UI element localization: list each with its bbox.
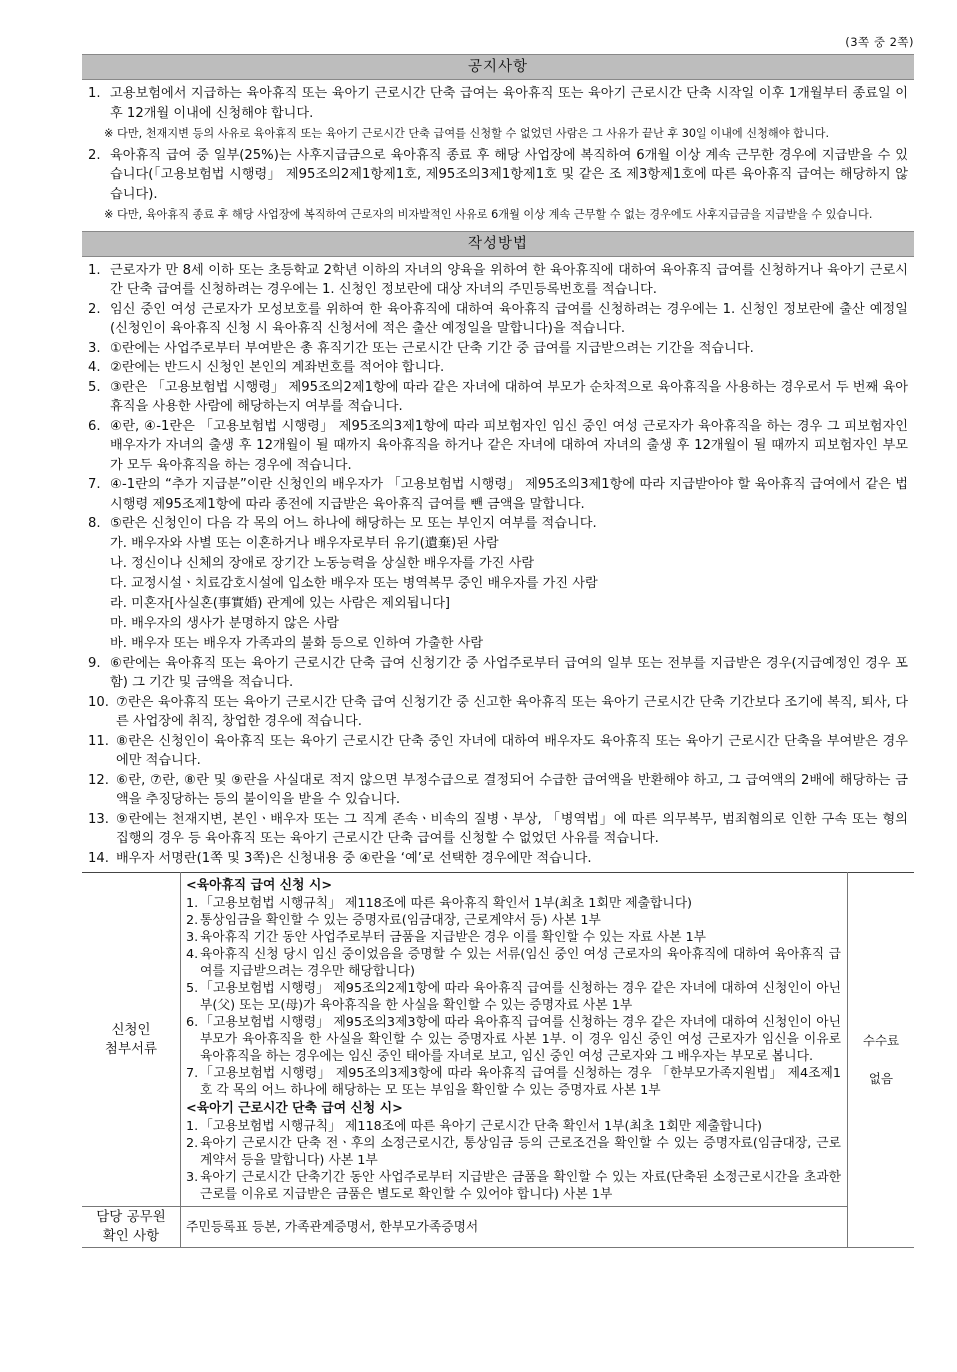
notice-item-number: 1.	[88, 86, 101, 101]
attachment-text: 「고용보험법 시행령」 제95조의3제3항에 따라 육아휴직 급여를 신청하는 경우 같은 자녀에 대하여 신청인이 아닌 부모가 육아휴직을 한 사실을 확인할 수 있는 증명자료 사본 1부. 이 경우 임신 중인 여성 근로자가 임신을 이유로 육아휴직을 하는 경우에는 임신 중인 태아를 자녀로 보고, 임신 중인 여성 근로자와 그 배우자는 부모로 봅니다.	[200, 1015, 841, 1064]
attachment-text: 육아휴직 기간 동안 사업주로부터 금품을 지급받은 경우 이를 확인할 수 있는 자료 사본 1부	[200, 930, 707, 945]
notice-note-text: 다만, 육아휴직 종료 후 해당 사업장에 복직하여 근로자의 비자발적인 사유로 6개월 이상 계속 근무할 수 없는 경우에도 사후지급금을 지급받을 수 있습니다.	[117, 208, 873, 221]
notice-title: 공지사항	[82, 54, 914, 80]
attachment-number: 2.	[186, 913, 199, 928]
attachment-number: 7.	[186, 1066, 199, 1081]
method-item-text: 배우자 서명란(1쪽 및 3쪽)은 신청내용 중 ④란을 ‘예’로 선택한 경우에만 적습니다.	[116, 850, 592, 866]
attachment-number: 3.	[186, 1170, 199, 1185]
method-subitem: 바. 배우자 또는 배우자 가족과의 불화 등으로 인하여 가출한 사람	[110, 635, 484, 651]
method-item-number: 11.	[88, 733, 109, 749]
method-item-2	[88, 300, 908, 339]
notice-note-1	[88, 126, 908, 142]
notice-list	[82, 80, 914, 231]
method-item-text: ⑦란은 육아휴직 또는 육아기 근로시간 단축 급여 신청기간 중 신고한 육아휴직 또는 육아기 근로시간 단축 기간보다 조기에 복직, 퇴사, 다른 사업장에 취직, 창업한 경우에 적습니다.	[116, 694, 908, 729]
method-subitem: 나. 정신이나 신체의 장애로 장기간 노동능력을 상실한 배우자를 가진 사람	[110, 555, 535, 571]
official-check-row	[82, 1207, 914, 1248]
official-label-line1: 담당 공무원	[96, 1209, 166, 1225]
attachments-label-line1: 신청인	[111, 1021, 151, 1038]
attachment-text: 「고용보험법 시행령」 제95조의2제1항에 따라 육아휴직 급여를 신청하는 경우 같은 자녀에 대하여 신청인이 아닌 부(父) 또는 모(母)가 육아휴직을 한 사실을 확인할 수 있는 증명자료 사본 1부	[200, 981, 841, 1013]
leave-attachment-item	[186, 1014, 841, 1065]
note-mark: ※	[104, 208, 114, 221]
leave-attachment-item	[186, 980, 841, 1014]
method-list	[82, 257, 914, 873]
method-item-10	[88, 693, 908, 732]
method-item-number: 14.	[88, 850, 109, 866]
method-item-text: ②란에는 반드시 신청인 본인의 계좌번호를 적어야 합니다.	[110, 360, 445, 375]
method-item-text: ④-1란의 “추가 지급분”이란 신청인의 배우자가 「고용보험법 시행령」 제95조의3제1항에 따라 지급받아야 할 육아휴직 급여에서 같은 법 시행령 제95조제1항에 따라 종전에 지급받은 육아휴직 급여를 뺀 금액을 말합니다.	[110, 477, 908, 512]
method-item-8	[88, 514, 908, 534]
leave-attachment-item	[186, 1065, 841, 1099]
attachments-body	[181, 873, 848, 1207]
attachment-text: 육아휴직 신청 당시 임신 중이었음을 증명할 수 있는 서류(임신 중인 여성 근로자의 육아휴직에 대하여 육아휴직 급여를 지급받으려는 경우만 해당합니다)	[200, 947, 841, 979]
attachment-number: 6.	[186, 1015, 199, 1030]
notice-note-text: 다만, 천재지변 등의 사유로 육아휴직 또는 육아기 근로시간 단축 급여를 신청할 수 없었던 사람은 그 사유가 끝난 후 30일 이내에 신청해야 합니다.	[117, 127, 830, 140]
reduction-heading: <육아기 근로시간 단축 급여 신청 시>	[186, 1101, 403, 1116]
method-item-number: 7.	[88, 477, 101, 492]
method-item-text: ⑥란, ⑦란, ⑧란 및 ⑨란을 사실대로 적지 않으면 부정수급으로 결정되어 수급한 급여액을 반환해야 하고, 그 급여액의 2배에 해당하는 금액을 추징당하는 등의 불이익을 받을 수 있습니다.	[116, 772, 908, 807]
method-item-number: 4.	[88, 360, 101, 375]
attachments-table	[82, 872, 914, 1248]
method-item-number: 10.	[88, 694, 109, 710]
method-item-text: 임신 중인 여성 근로자가 모성보호를 위하여 한 육아휴직에 대하여 육아휴직 급여를 신청하려는 경우에는 1. 신청인 정보란에 출산 예정일(신청인이 육아휴직 신청 시 육아휴직 신청서에 적은 출산 예정일을 말합니다)을 적습니다.	[110, 301, 908, 336]
notice-item-text: 육아휴직 급여 중 일부(25%)는 사후지급금으로 육아휴직 종료 후 해당 사업장에 복직하여 6개월 이상 계속 근무한 경우에 지급받을 수 있습니다(「고용보험법 시행령」 제95조의2제1항제1호, 제95조의3제1항제1호 및 같은 조 제3항제1호에 따른 육아휴직 급여는 해당하지 않습니다).	[110, 147, 908, 202]
method-item-number: 5.	[88, 379, 101, 395]
method-item-12	[88, 771, 908, 810]
note-mark: ※	[104, 127, 114, 140]
attachments-label-line2: 첨부서류	[104, 1040, 158, 1057]
method-item-text: ⑤란은 신청인이 다음 각 목의 어느 하나에 해당하는 모 또는 부인지 여부를 적습니다.	[110, 516, 597, 531]
notice-item-2	[88, 146, 908, 205]
method-item-number: 6.	[88, 418, 101, 434]
method-subitem: 마. 배우자의 생사가 분명하지 않은 사람	[110, 615, 339, 631]
attachment-number: 2.	[186, 1136, 199, 1151]
method-item-number: 3.	[88, 340, 101, 356]
fee-label: 수수료	[862, 1033, 900, 1048]
method-item-text: ③란은 「고용보험법 시행령」 제95조의2제1항에 따라 같은 자녀에 대하여 부모가 순차적으로 육아휴직을 사용하는 경우로서 두 번째 육아휴직을 사용한 사람에 해당하는지 여부를 적습니다.	[110, 379, 908, 414]
method-item-text: ①란에는 사업주로부터 부여받은 총 휴직기간 또는 근로시간 단축 기간 중 급여를 지급받으려는 기간을 적습니다.	[110, 340, 754, 356]
official-label-cell	[82, 1207, 181, 1248]
fee-value: 없음	[868, 1071, 894, 1086]
method-item-9	[88, 654, 908, 693]
reduction-attachment-item	[186, 1135, 841, 1169]
method-item-text: 근로자가 만 8세 이하 또는 초등학교 2학년 이하의 자녀의 양육을 위하여 한 육아휴직에 대하여 육아휴직 급여를 신청하거나 육아기 근로시간 단축 급여를 신청하려는 경우에는 1. 신청인 정보란에 대상 자녀의 주민등록번호를 적습니다.	[110, 262, 908, 297]
method-item-1	[88, 261, 908, 300]
method-item-number: 8.	[88, 516, 101, 531]
method-item-text: ④란, ④-1란은 「고용보험법 시행령」 제95조의3제1항에 따라 피보험자인 임신 중인 여성 근로자가 육아휴직을 하는 경우 그 피보험자인 배우자가 자녀의 출생 후 12개월이 될 때까지 육아휴직을 하거나 같은 자녀에 대하여 자녀의 출생 후 12개월이 될 때까지 피보험자인 부모가 모두 육아휴직을 하는 경우에 적습니다.	[110, 418, 908, 473]
method-item-4	[88, 358, 908, 378]
attachments-label-cell	[82, 873, 181, 1207]
method-item-14	[88, 849, 908, 869]
attachment-number: 3.	[186, 930, 199, 945]
method-item-7	[88, 475, 908, 514]
method-item-text: ⑧란은 신청인이 육아휴직 또는 육아기 근로시간 단축 중인 자녀에 대하여 배우자도 육아휴직 또는 육아기 근로시간 단축을 부여받은 경우에만 적습니다.	[116, 733, 908, 768]
method-item-6	[88, 417, 908, 476]
leave-attachment-item	[186, 912, 841, 929]
official-label-line2: 확인 사항	[102, 1228, 160, 1244]
method-item-5	[88, 378, 908, 417]
method-item-number: 13.	[88, 811, 109, 827]
attachment-number: 5.	[186, 981, 199, 996]
method-subitem: 가. 배우자와 사별 또는 이혼하거나 배우자로부터 유기(遺棄)된 사람	[110, 535, 499, 551]
form-page	[82, 34, 914, 1248]
official-check-text: 주민등록표 등본, 가족관계증명서, 한부모가족증명서	[181, 1207, 848, 1248]
method-item-number: 2.	[88, 301, 101, 317]
attachment-text: 통상임금을 확인할 수 있는 증명자료(임금대장, 근로계약서 등) 사본 1부	[200, 913, 601, 928]
method-item-number: 9.	[88, 655, 101, 671]
attachment-number: 1.	[186, 896, 199, 911]
reduction-attachment-item	[186, 1118, 841, 1135]
leave-attachment-item	[186, 895, 841, 912]
page-number: (3쪽 중 2쪽)	[845, 35, 914, 49]
leave-attachment-item	[186, 946, 841, 980]
method-item-text: ⑥란에는 육아휴직 또는 육아기 근로시간 단축 급여 신청기간 중 사업주로부터 급여의 일부 또는 전부를 지급받은 경우(지급예정인 경우 포함) 그 기간 및 금액을 적습니다.	[110, 655, 908, 690]
fee-cell	[848, 873, 915, 1248]
attachment-text: 육아기 근로시간 단축 전ㆍ후의 소정근로시간, 통상임금 등의 근로조건을 확인할 수 있는 증명자료(임금대장, 근로계약서 등을 말합니다) 사본 1부	[200, 1136, 841, 1168]
leave-attachment-item	[186, 929, 841, 946]
notice-note-2	[88, 207, 908, 223]
method-item-number: 12.	[88, 772, 109, 788]
notice-item-number: 2.	[88, 147, 101, 163]
leave-heading: <육아휴직 급여 신청 시>	[186, 878, 333, 893]
notice-item-text: 고용보험에서 지급하는 육아휴직 또는 육아기 근로시간 단축 급여는 육아휴직 또는 육아기 근로시간 단축 시작일 이후 1개월부터 종료일 이후 12개월 이내에 신청해야 합니다.	[110, 86, 908, 121]
method-title: 작성방법	[82, 231, 914, 257]
method-item-13	[88, 810, 908, 849]
method-item-11	[88, 732, 908, 771]
attachment-text: 「고용보험법 시행규칙」 제118조에 따른 육아기 근로시간 단축 확인서 1부(최초 1회만 제출합니다)	[200, 1119, 762, 1134]
method-item-text: ⑨란에는 천재지변, 본인ㆍ배우자 또는 그 직계 존속ㆍ비속의 질병ㆍ부상, 「병역법」에 따른 의무복무, 범죄혐의로 인한 구속 또는 형의 집행의 경우 등 육아휴직 또는 육아기 근로시간 단축 급여를 신청할 수 없었던 사유를 적습니다.	[116, 811, 908, 846]
attachment-text: 「고용보험법 시행규칙」 제118조에 따른 육아휴직 확인서 1부(최초 1회만 제출합니다)	[200, 896, 693, 911]
attachment-text: 「고용보험법 시행령」 제95조의3제3항에 따라 육아휴직 급여를 신청하는 경우 「한부모가족지원법」 제4조제1호 각 목의 어느 하나에 해당하는 모 또는 부임을 확인할 수 있는 증명자료 사본 1부	[200, 1066, 841, 1098]
method-item-3	[88, 339, 908, 359]
attachments-row	[82, 873, 914, 1207]
attachment-number: 4.	[186, 947, 199, 962]
reduction-attachment-item	[186, 1169, 841, 1203]
method-subitem: 다. 교정시설ㆍ치료감호시설에 입소한 배우자 또는 병역복무 중인 배우자를 가진 사람	[110, 575, 598, 591]
attachment-text: 육아기 근로시간 단축기간 동안 사업주로부터 지급받은 금품을 확인할 수 있는 자료(단축된 소정근로시간을 초과한 근로를 이유로 지급받은 금품은 별도로 확인할 수 있어야 합니다) 사본 1부	[200, 1170, 841, 1202]
method-item-number: 1.	[88, 262, 101, 278]
attachment-number: 1.	[186, 1119, 199, 1134]
method-subitem: 라. 미혼자[사실혼(事實婚) 관계에 있는 사람은 제외됩니다]	[110, 595, 451, 611]
notice-item-1	[88, 84, 908, 123]
